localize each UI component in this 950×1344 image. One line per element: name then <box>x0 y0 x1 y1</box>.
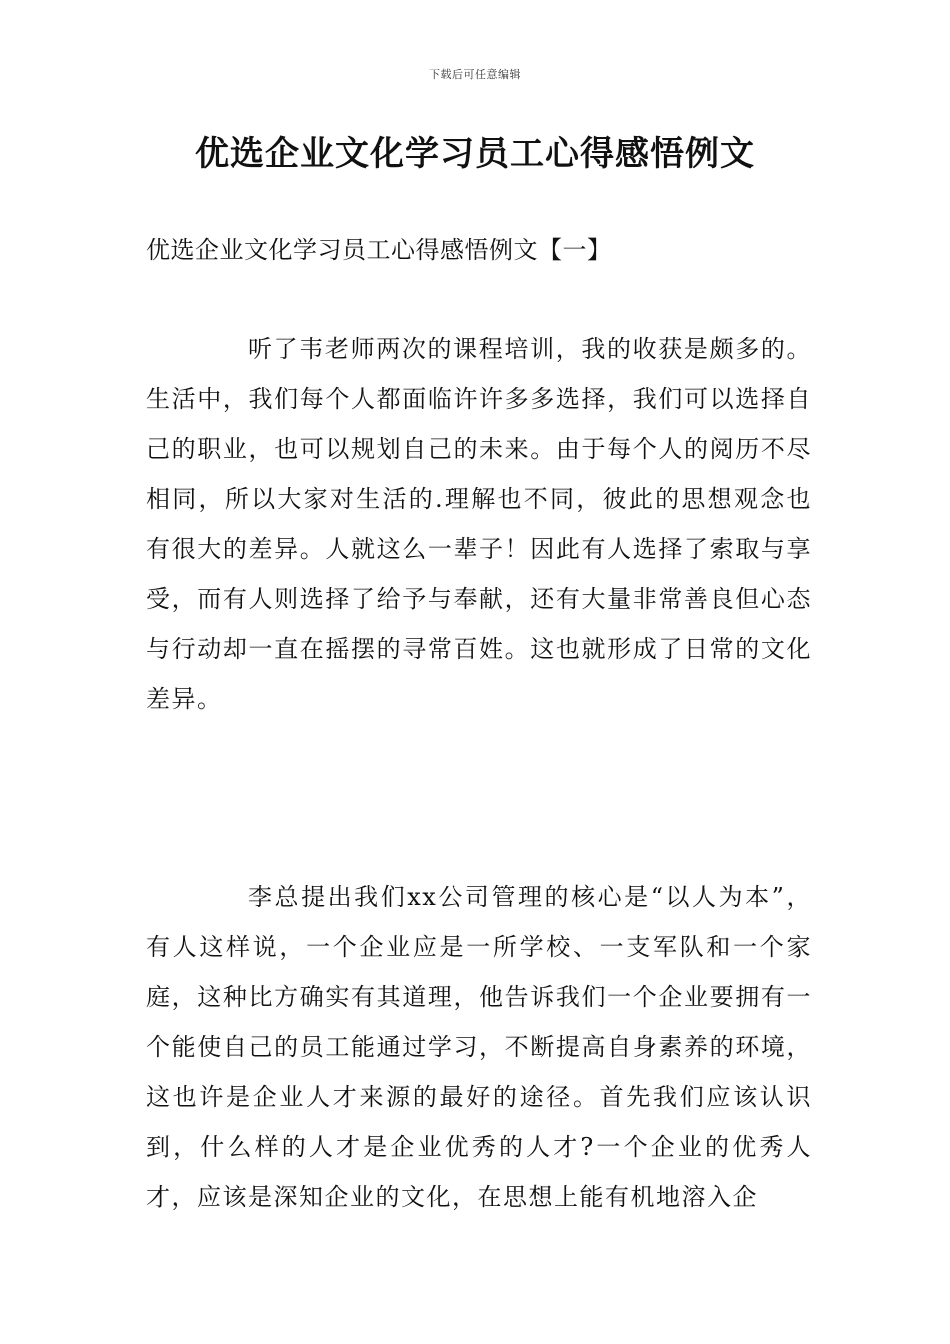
section-heading: 优选企业文化学习员工心得感悟例文【一】 <box>146 236 612 264</box>
header-note: 下载后可任意编辑 <box>429 68 521 81</box>
body-paragraph-2: 李总提出我们xx公司管理的核心是“以人为本”，有人这样说，一个企业应是一所学校、一支军队和一个家庭，这种比方确实有其道理，他告诉我们一个企业要拥有一个能使自己的员工能通过学习，不断提高自身素养的环境，这也许是企业人才来源的最好的途径。首先我们应该认识到，什么样的人才是企业优秀的人才?一个企业的优秀人才，应该是深知企业的文化，在思想上能有机地溶入企 <box>146 883 812 1211</box>
document-title: 优选企业文化学习员工心得感悟例文 <box>195 134 755 174</box>
body-paragraph-1: 听了韦老师两次的课程培训，我的收获是颇多的。生活中，我们每个人都面临许许多多选择，我们可以选择自己的职业，也可以规划自己的未来。由于每个人的阅历不尽相同，所以大家对生活的.理解也不同，彼此的思想观念也有很大的差异。人就这么一辈子！因此有人选择了索取与享受，而有人则选择了给予与奉献，还有大量非常善良但心态与行动却一直在摇摆的寻常百姓。这也就形成了日常的文化差异。 <box>146 335 812 713</box>
